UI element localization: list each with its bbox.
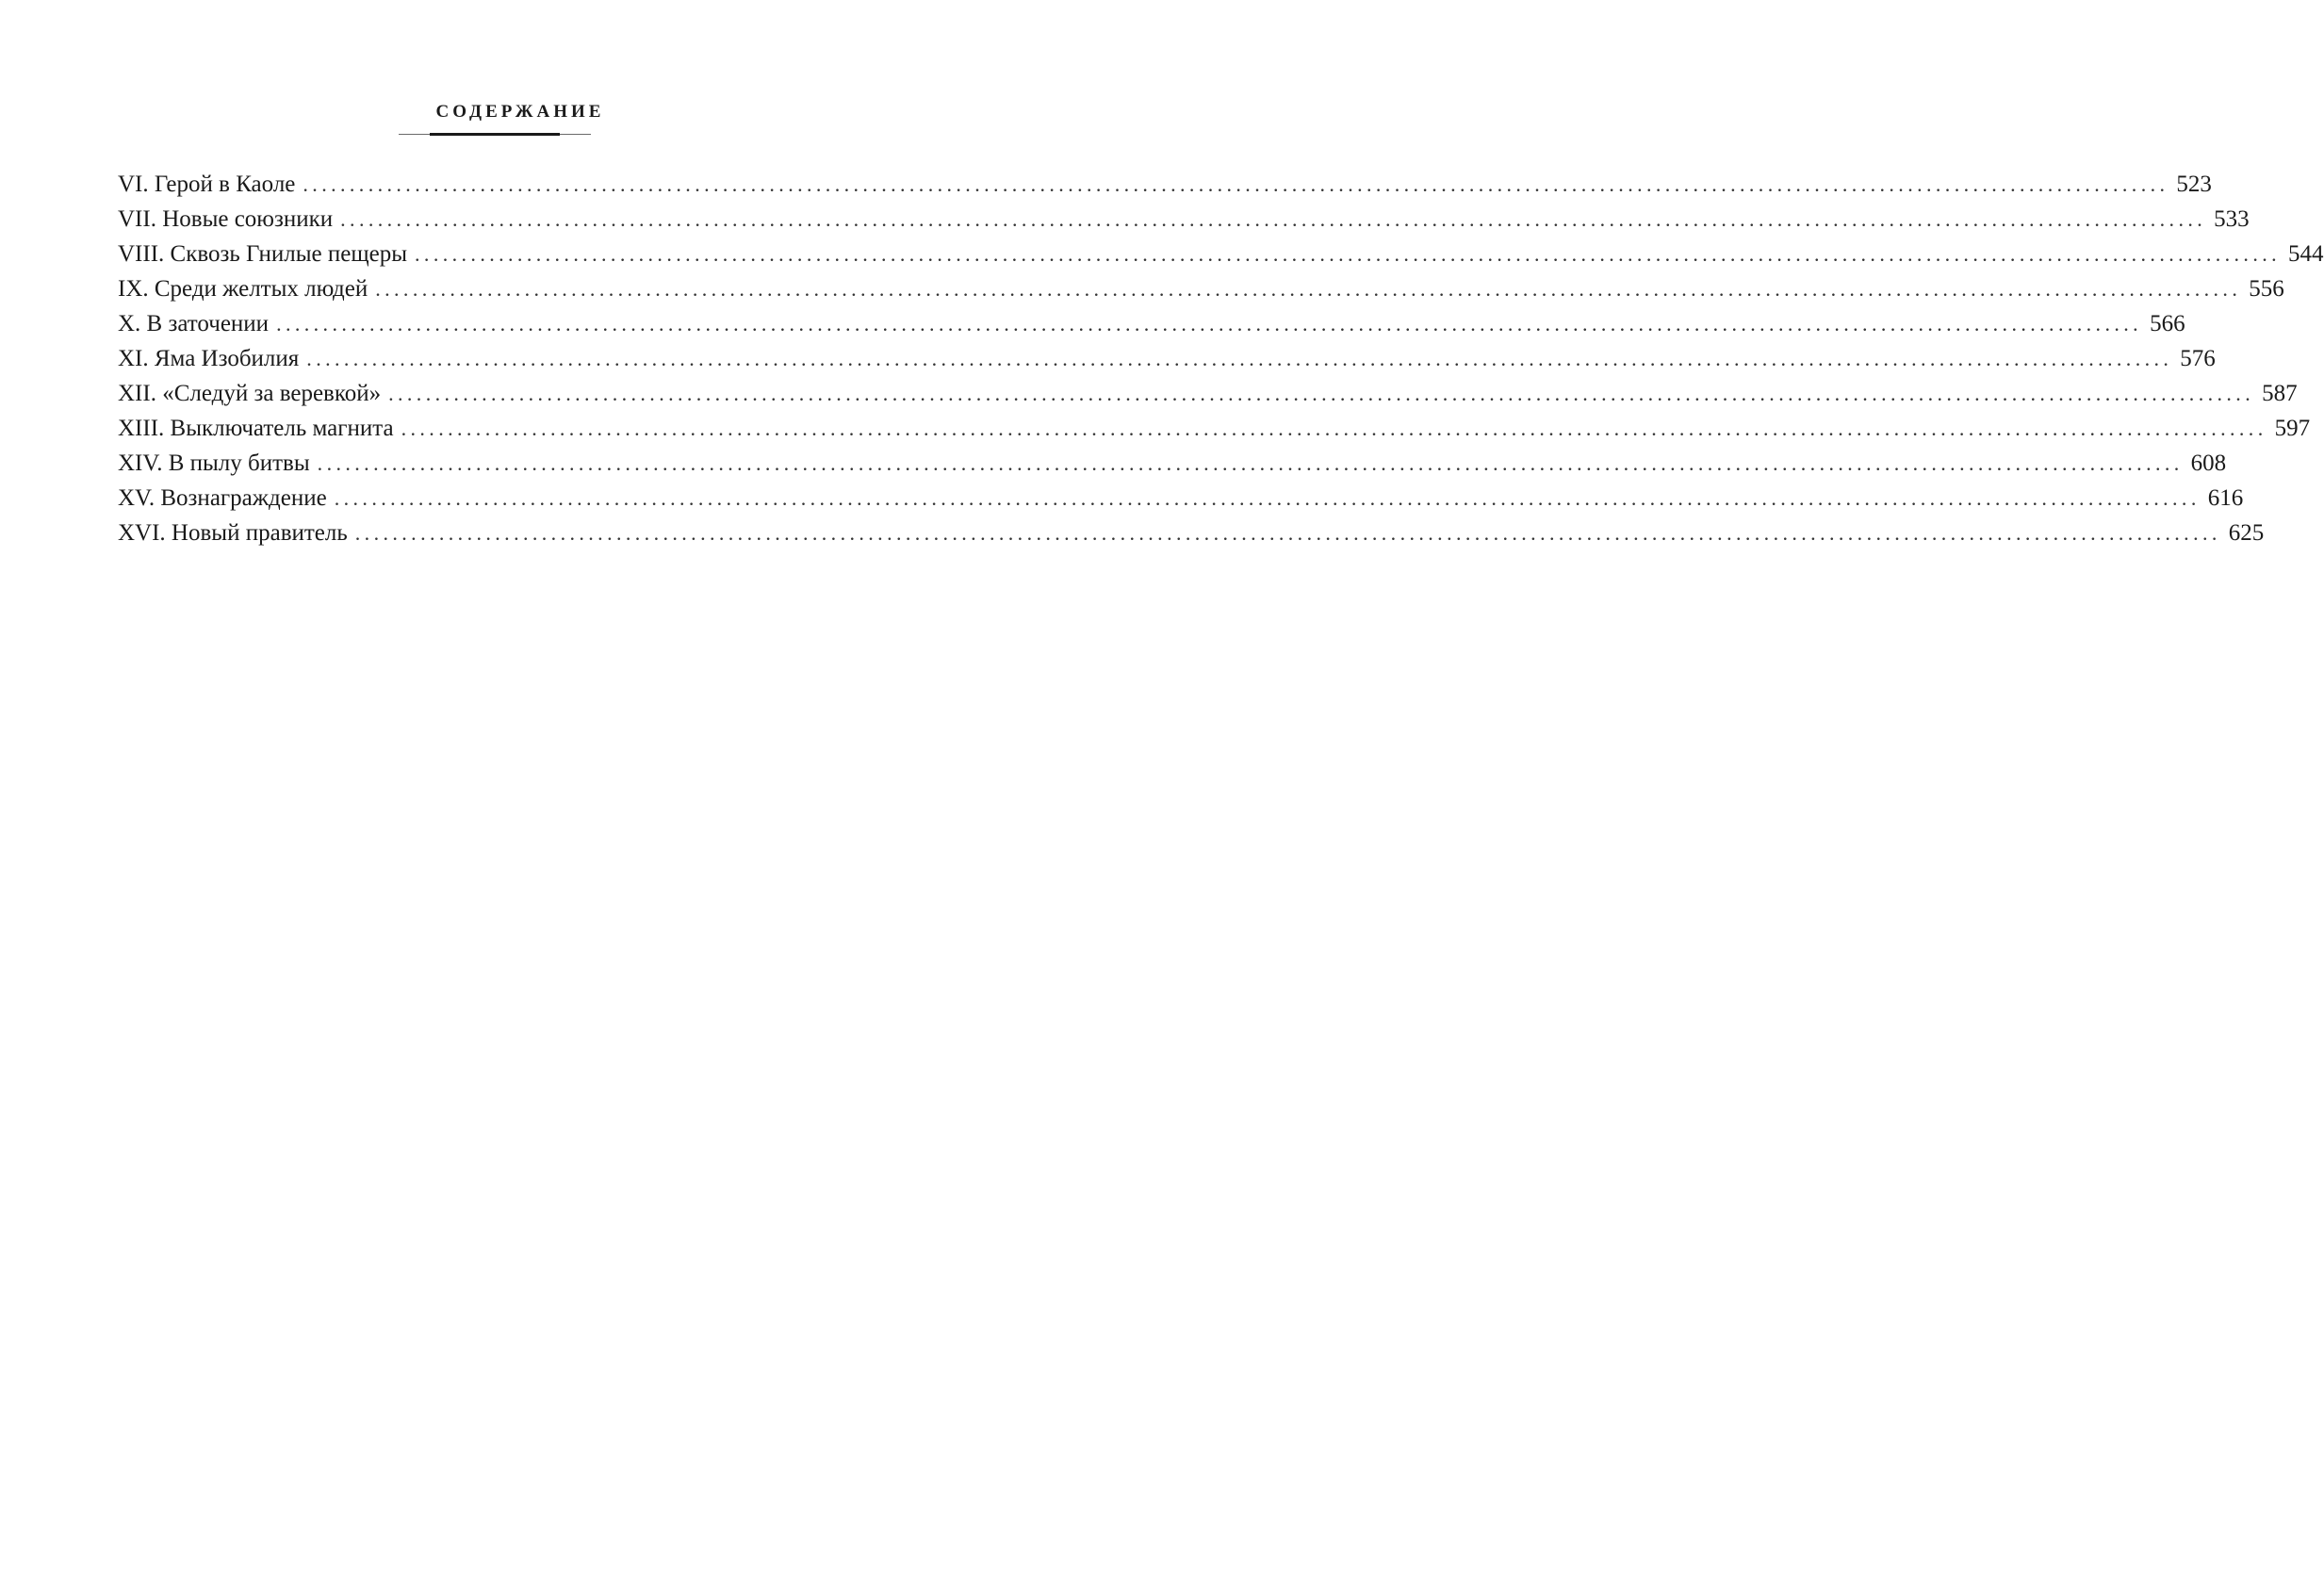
toc-entry [118,306,2185,341]
toc-entry [118,376,2298,411]
toc-entry [118,237,2324,271]
table-of-contents [118,167,2324,550]
toc-entry-page: 625 [2228,520,2265,546]
dot-leader: ........................................................................................................................................................................................................ [334,486,2201,510]
toc-entry-title: VII. Новые союзники [118,206,334,232]
dot-leader: ........................................................................................................................................................................................................ [340,207,2207,231]
header-rule-bold [430,133,560,136]
dot-leader: ........................................................................................................................................................................................................ [388,382,2255,405]
toc-entry-page: 544 [2288,241,2324,267]
toc-entry-title: XVI. Новый правитель [118,520,348,546]
toc-entry-title: XIII. Выключатель магнита [118,416,394,441]
dot-leader: ........................................................................................................................................................................................................ [306,347,2173,370]
toc-entry-title: XIV. В пылу битвы [118,451,310,476]
dot-leader: ........................................................................................................................................................................................................ [303,172,2169,196]
toc-entry-page: 556 [2249,276,2284,302]
dot-leader: ........................................................................................................................................................................................................ [276,312,2143,336]
toc-entry-page: 523 [2176,172,2212,197]
toc-entry-page: 576 [2180,346,2216,371]
toc-entry [118,271,2284,306]
contents-header [0,102,1037,123]
toc-entry-title: IX. Среди желтых людей [118,276,368,302]
dot-leader: ........................................................................................................................................................................................................ [354,521,2221,545]
toc-entry-title: XI. Яма Изобилия [118,346,300,371]
dot-leader: ........................................................................................................................................................................................................ [375,277,2242,301]
toc-entry [118,202,2250,237]
toc-entry-page: 608 [2190,451,2227,476]
toc-entry [118,516,2265,550]
toc-entry [118,341,2216,376]
dot-leader: ........................................................................................................................................................................................................ [317,451,2184,475]
toc-entry-title: VIII. Сквозь Гнилые пещеры [118,241,408,267]
contents-title: СОДЕРЖАНИЕ [435,102,605,122]
toc-entry-page: 597 [2274,416,2311,441]
toc-entry-title: XII. «Следуй за веревкой» [118,381,382,406]
toc-entry [118,481,2244,516]
toc-entry-page: 587 [2262,381,2298,406]
toc-entry-page: 616 [2207,485,2244,511]
toc-entry-title: XV. Вознаграждение [118,485,327,511]
toc-entry-page: 533 [2214,206,2250,232]
dot-leader: ........................................................................................................................................................................................................ [415,242,2282,266]
toc-entry [118,167,2212,202]
dot-leader: ........................................................................................................................................................................................................ [401,417,2267,440]
toc-entry [118,411,2311,446]
toc-entry [118,446,2227,481]
toc-entry-page: 566 [2150,311,2185,336]
toc-entry-title: X. В заточении [118,311,270,336]
toc-entry-title: VI. Герой в Каоле [118,172,296,197]
